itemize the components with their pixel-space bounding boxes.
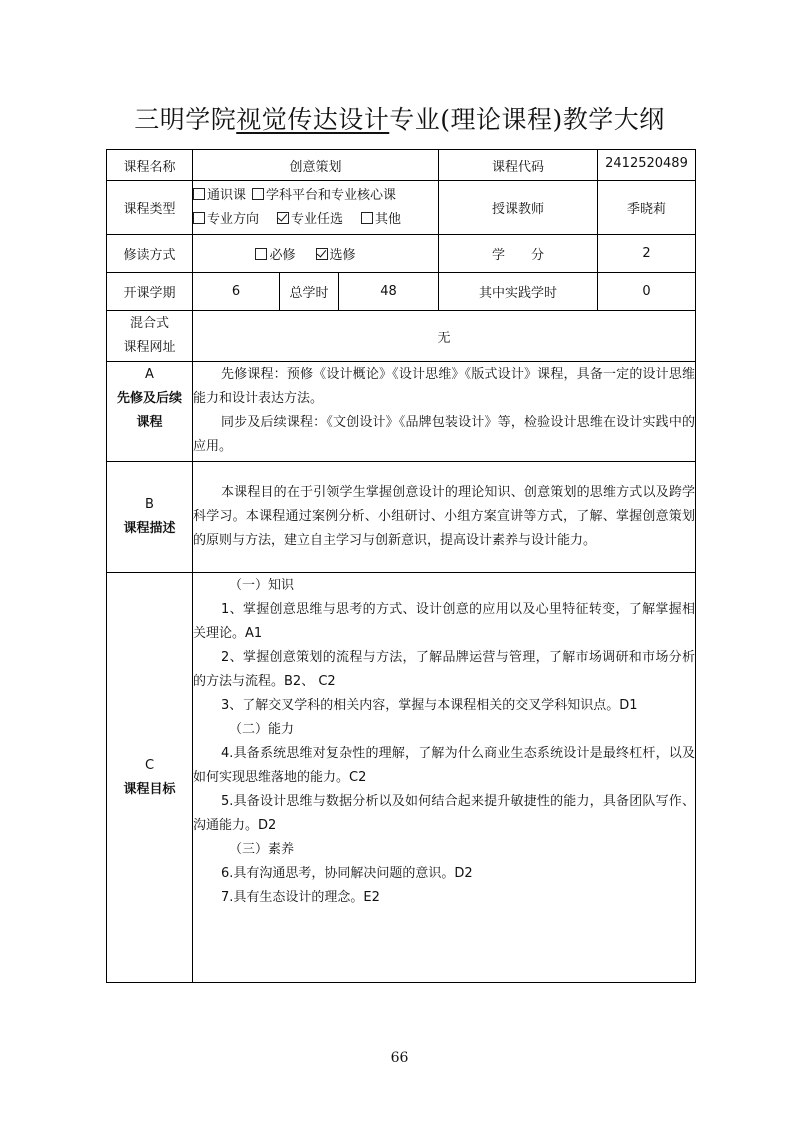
row-study-mode — [107, 235, 696, 273]
section-c-content — [193, 573, 696, 983]
total-hours-label: 总学时 — [280, 273, 339, 311]
credit-value: 2 — [598, 235, 696, 273]
checkbox-icon — [193, 188, 205, 200]
checkbox-icon — [193, 212, 205, 224]
option-course_type_options_line2-1 — [277, 212, 343, 227]
section-a-label — [107, 362, 193, 462]
option-label: 通识课 — [207, 187, 247, 203]
checkbox-icon — [252, 188, 264, 200]
course-code-value: 2412520489 — [598, 150, 696, 181]
study-mode-options — [193, 235, 439, 273]
row-course-type — [107, 181, 696, 235]
option-course_type_options_line1-0 — [193, 188, 246, 203]
title-major: 视觉传达设计 — [236, 105, 390, 134]
goals-heading-ability: （二）能力 — [229, 722, 295, 737]
goal-3: 3、了解交叉学科的相关内容，掌握与本课程相关的交叉学科知识点。D1 — [221, 698, 638, 713]
practice-hours-label: 其中实践学时 — [439, 273, 598, 311]
option-label: 必修 — [269, 248, 296, 263]
goal-2: 2、掌握创意策划的流程与方法，了解品牌运营与管理，了解市场调研和市场分析的方法与流程。B2、 C2 — [193, 650, 695, 689]
blended-label-line1: 混合式 — [129, 316, 169, 331]
title-prefix: 三明学院 — [134, 105, 237, 134]
course-type-label: 课程类型 — [107, 181, 193, 235]
section-c-letter: C — [144, 757, 155, 773]
option-label: 专业方向 — [207, 211, 260, 227]
section-b-letter: B — [145, 497, 154, 512]
row-course-name — [107, 150, 696, 181]
row-blended-url — [107, 311, 696, 362]
section-b-title: 课程描述 — [123, 521, 176, 536]
syllabus-table — [106, 149, 696, 983]
section-a-title-line1: 先修及后续 — [116, 391, 182, 406]
option-study_mode_options-1 — [316, 248, 356, 263]
title-suffix: 专业(理论课程)教学大纲 — [389, 105, 665, 134]
row-section-c — [107, 573, 696, 983]
practice-hours-value: 0 — [598, 273, 696, 311]
option-label: 其他 — [375, 211, 402, 227]
goal-6: 6.具有沟通思考，协同解决问题的意识。D2 — [221, 866, 473, 881]
blended-label-line2: 课程网址 — [123, 340, 176, 355]
section-b-content — [193, 462, 696, 573]
document-title — [0, 100, 799, 136]
option-course_type_options_line2-0 — [193, 212, 259, 227]
semester-value: 6 — [193, 273, 280, 311]
study-mode-label: 修读方式 — [107, 235, 193, 273]
goal-4: 4.具备系统思维对复杂性的理解，了解为什么商业生态系统设计是最终杠杆，以及如何实现思维落地的能力。C2 — [193, 746, 695, 785]
course-name-label: 课程名称 — [107, 150, 193, 181]
row-semester — [107, 273, 696, 311]
section-a-letter: A — [145, 367, 154, 382]
section-b-label — [107, 462, 193, 573]
goal-7: 7.具有生态设计的理念。E2 — [221, 890, 380, 905]
section-c-title: 课程目标 — [123, 781, 176, 797]
section-a-title-line2: 课程 — [136, 415, 163, 430]
blended-url-label — [107, 311, 193, 362]
section-a-content — [193, 362, 696, 462]
section-a-para1: 先修课程：预修《设计概论》《设计思维》《版式设计》课程，具备一定的设计思维能力和设计表达方法。 — [193, 367, 695, 406]
option-course_type_options_line1-1 — [252, 188, 396, 203]
goals-heading-literacy: （三）素养 — [229, 842, 295, 857]
teacher-label: 授课教师 — [439, 181, 598, 235]
checked-checkbox-icon — [316, 248, 328, 260]
goal-5: 5.具备设计思维与数据分析以及如何结合起来提升敏捷性的能力，具备团队写作、沟通能力。D2 — [193, 794, 695, 833]
option-label: 专业任选 — [291, 211, 344, 227]
credit-label: 学 分 — [439, 235, 598, 273]
total-hours-value: 48 — [339, 273, 439, 311]
row-section-b — [107, 462, 696, 573]
checked-checkbox-icon — [277, 212, 289, 224]
option-label: 选修 — [329, 248, 356, 263]
section-c-label — [107, 573, 193, 983]
section-b-para: 本课程目的在于引领学生掌握创意设计的理论知识、创意策划的思维方式以及跨学科学习。本课程通过案例分析、小组研讨、小组方案宣讲等方式，了解、掌握创意策划的原则与方法，建立自主学习与创新意识，提高设计素养与设计能力。 — [193, 485, 695, 548]
goals-heading-knowledge: （一）知识 — [229, 578, 295, 593]
option-label: 学科平台和专业核心课 — [266, 187, 397, 203]
teacher-value: 季晓莉 — [598, 181, 696, 235]
page-number: 66 — [390, 1050, 409, 1066]
course-code-label: 课程代码 — [439, 150, 598, 181]
row-section-a — [107, 362, 696, 462]
checkbox-icon — [255, 248, 267, 260]
checkbox-icon — [361, 212, 373, 224]
semester-label: 开课学期 — [107, 273, 193, 311]
option-study_mode_options-0 — [255, 248, 295, 263]
section-a-para2: 同步及后续课程：《文创设计》《品牌包装设计》等，检验设计思维在设计实践中的应用。 — [193, 415, 695, 454]
blended-url-value: 无 — [193, 311, 696, 362]
course-name-value: 创意策划 — [193, 150, 439, 181]
option-course_type_options_line2-2 — [361, 212, 401, 227]
goal-1: 1、掌握创意思维与思考的方式、设计创意的应用以及心里特征转变，了解掌握相关理论。A1 — [193, 602, 695, 641]
course-type-options — [193, 181, 439, 235]
